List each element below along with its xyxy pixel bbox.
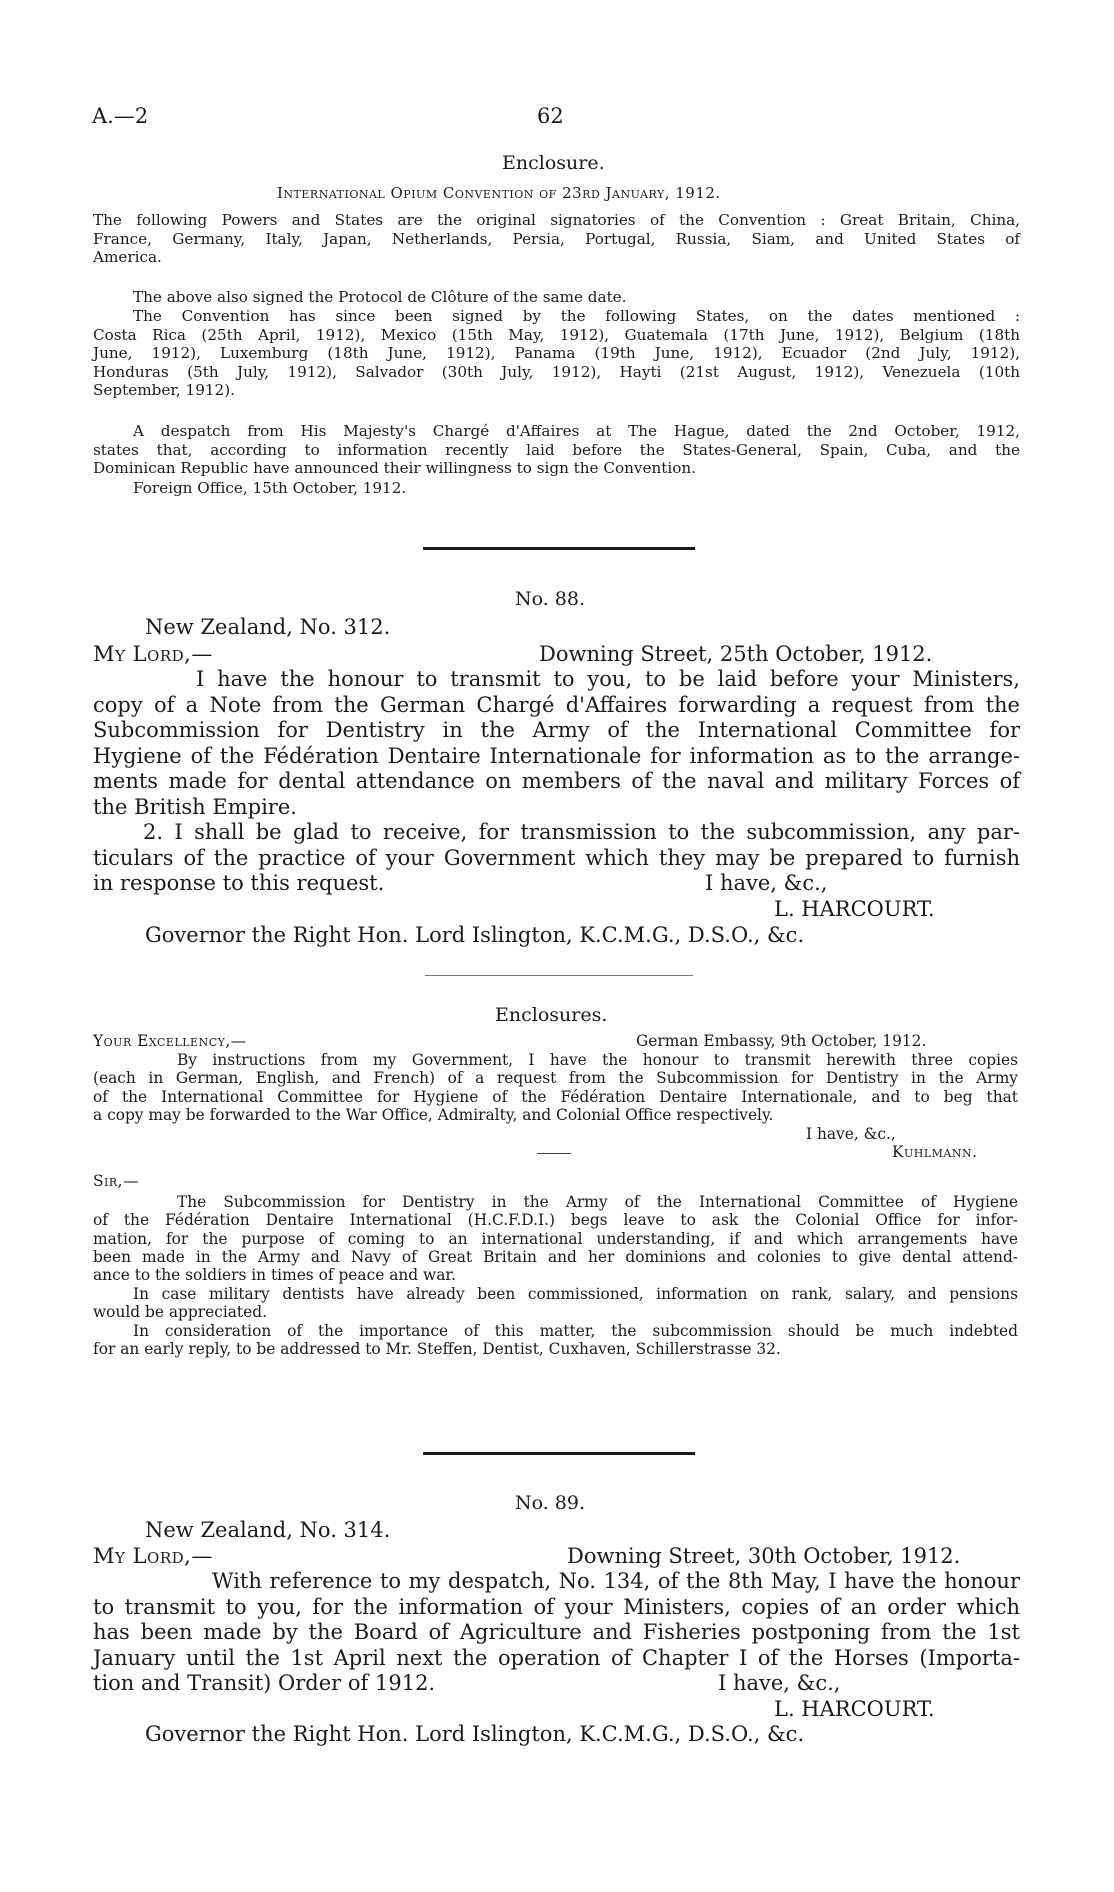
enclosure-subtitle: International Opium Convention of 23rd January, 1912. [277, 184, 721, 202]
despatch-89-addressee: Governor the Right Hon. Lord Islington, K.C.M.G., D.S.O., &c. [145, 1722, 805, 1746]
memo-salutation: Sir,— [93, 1172, 139, 1190]
text-line: Costa Rica (25th April, 1912), Mexico (15th May, 1912), Guatemala (17th June, 1912), Belgium (18th [93, 325, 1020, 344]
text-line: states that, according to information recently laid before the States-General, Spain, Cuba, and the [93, 440, 1020, 459]
text-line: Hygiene of the Fédération Dentaire Internationale for information as to the arrange- [93, 743, 1020, 768]
text-line: tion and Transit) Order of 1912. [93, 1671, 436, 1695]
despatch-88-address: Downing Street, 25th October, 1912. [539, 642, 933, 666]
section-divider [423, 547, 695, 550]
text-line: A despatch from His Majesty's Chargé d'Affaires at The Hague, dated the 2nd October, 1912, [133, 422, 1020, 440]
text-line: I have the honour to transmit to you, to be laid before your Ministers, [196, 667, 1020, 691]
despatch-89-signature: L. HARCOURT. [774, 1697, 935, 1721]
despatch-89-nz-ref: New Zealand, No. 314. [145, 1518, 391, 1542]
despatch-89-number: No. 89. [515, 1492, 586, 1514]
despatch-88-nz-ref: New Zealand, No. 312. [145, 615, 391, 639]
section-divider [423, 1452, 695, 1455]
despatch-88-paragraph-2 [93, 820, 1020, 897]
text-line: ance to the soldiers in times of peace and war. [93, 1266, 456, 1285]
text-line: France, Germany, Italy, Japan, Netherlands, Persia, Portugal, Russia, Siam, and United States of [93, 229, 1020, 248]
text-line: mation, for the purpose of coming to an international understanding, if and which arrangements have [93, 1229, 1018, 1248]
text-line: for an early reply, to be addressed to Mr. Steffen, Dentist, Cuxhaven, Schillerstrasse 32. [93, 1340, 781, 1359]
text-line: Dominican Republic have announced their willingness to sign the Convention. [93, 459, 696, 477]
text-line: a copy may be forwarded to the War Office, Admiralty, and Colonial Office respectively. [93, 1105, 774, 1124]
text-line: has been made by the Board of Agriculture and Fisheries postponing from the 1st [93, 1620, 1020, 1644]
despatch-89-address: Downing Street, 30th October, 1912. [567, 1544, 961, 1568]
document-reference: A.—2 [92, 104, 149, 128]
text-line: The Convention has since been signed by the following States, on the dates mentioned : [133, 307, 1020, 325]
enclosures-salutation: Your Excellency,— [93, 1032, 247, 1050]
enclosures-closing: I have, &c., [806, 1125, 896, 1143]
text-line: ments made for dental attendance on members of the naval and military Forces of [93, 769, 1020, 793]
text-line: would be appreciated. [93, 1303, 267, 1322]
text-line: June, 1912), Luxemburg (18th June, 1912), Panama (19th June, 1912), Ecuador (2nd July, 1912), [93, 344, 1020, 362]
text-line: Subcommission for Dentistry in the Army of the International Committee for [93, 718, 1020, 742]
enclosure-paragraph-1 [93, 211, 1020, 267]
text-line: of the International Committee for Hygiene of the Fédération Dentaire Internationale, and to beg that [93, 1087, 1018, 1106]
despatch-88-addressee: Governor the Right Hon. Lord Islington, K.C.M.G., D.S.O., &c. [145, 923, 805, 947]
text-line: 2. I shall be glad to receive, for transmission to the subcommission, any par- [143, 820, 1020, 844]
text-line: America. [93, 248, 162, 266]
text-line: In case military dentists have already been commissioned, information on rank, salary, and pensions [133, 1285, 1018, 1303]
section-divider [425, 975, 693, 976]
despatch-89-paragraph-1 [93, 1569, 1020, 1697]
enclosures-title: Enclosures. [495, 1004, 608, 1026]
text-line: in response to this request. [93, 871, 385, 895]
text-line: September, 1912). [93, 381, 235, 399]
text-line: The above also signed the Protocol de Clôture of the same date. [133, 288, 627, 306]
text-line: ticulars of the practice of your Government which they may be prepared to furnish [93, 845, 1020, 870]
enclosures-signature: Kuhlmann. [892, 1143, 978, 1161]
despatch-88-salutation: My Lord,— [93, 642, 213, 666]
text-line: The following Powers and States are the original signatories of the Convention : Great Britain, China, [93, 211, 1020, 229]
enclosures-letter-paragraph [93, 1051, 1018, 1124]
despatch-89-salutation: My Lord,— [93, 1544, 213, 1568]
text-line: In consideration of the importance of this matter, the subcommission should be much indebted [133, 1322, 1018, 1340]
page-number: 62 [537, 104, 564, 128]
despatch-89-closing: I have, &c., [718, 1671, 841, 1695]
enclosures-address: German Embassy, 9th October, 1912. [636, 1032, 927, 1050]
signature-dash [537, 1153, 571, 1154]
enclosure-title: Enclosure. [502, 152, 605, 174]
text-line: By instructions from my Government, I have the honour to transmit herewith three copies [177, 1051, 1018, 1069]
text-line: the British Empire. [93, 794, 297, 819]
memo-paragraph-2 [93, 1285, 1018, 1322]
text-line: to transmit to you, for the information of your Ministers, copies of an order which [93, 1594, 1020, 1619]
memo-paragraph-1 [93, 1193, 1018, 1284]
enclosure-paragraph-3 [93, 307, 1020, 400]
text-line: Honduras (5th July, 1912), Salvador (30th July, 1912), Hayti (21st August, 1912), Venezuela (10th [93, 362, 1020, 381]
text-line: January until the 1st April next the operation of Chapter I of the Horses (Importa- [93, 1645, 1020, 1670]
despatch-88-signature: L. HARCOURT. [774, 897, 935, 921]
text-line: copy of a Note from the German Chargé d'Affaires forwarding a request from the [93, 692, 1020, 717]
despatch-88-paragraph-1 [93, 667, 1020, 820]
despatch-88-number: No. 88. [515, 588, 586, 610]
text-line: The Subcommission for Dentistry in the Army of the International Committee of Hygiene [177, 1193, 1018, 1211]
memo-paragraph-3 [93, 1322, 1018, 1359]
text-line: (each in German, English, and French) of a request from the Subcommission for Dentistry in the Army [93, 1069, 1018, 1088]
despatch-88-closing: I have, &c., [705, 871, 828, 895]
text-line: of the Fédération Dentaire International (H.C.F.D.I.) begs leave to ask the Colonial Office for infor- [93, 1211, 1018, 1230]
text-line: been made in the Army and Navy of Great Britain and her dominions and colonies to give dental attend- [93, 1247, 1018, 1266]
enclosure-signoff: Foreign Office, 15th October, 1912. [133, 479, 407, 497]
enclosure-paragraph-2 [133, 288, 1020, 307]
text-line: With reference to my despatch, No. 134, of the 8th May, I have the honour [212, 1569, 1020, 1593]
enclosure-paragraph-4 [93, 422, 1020, 478]
